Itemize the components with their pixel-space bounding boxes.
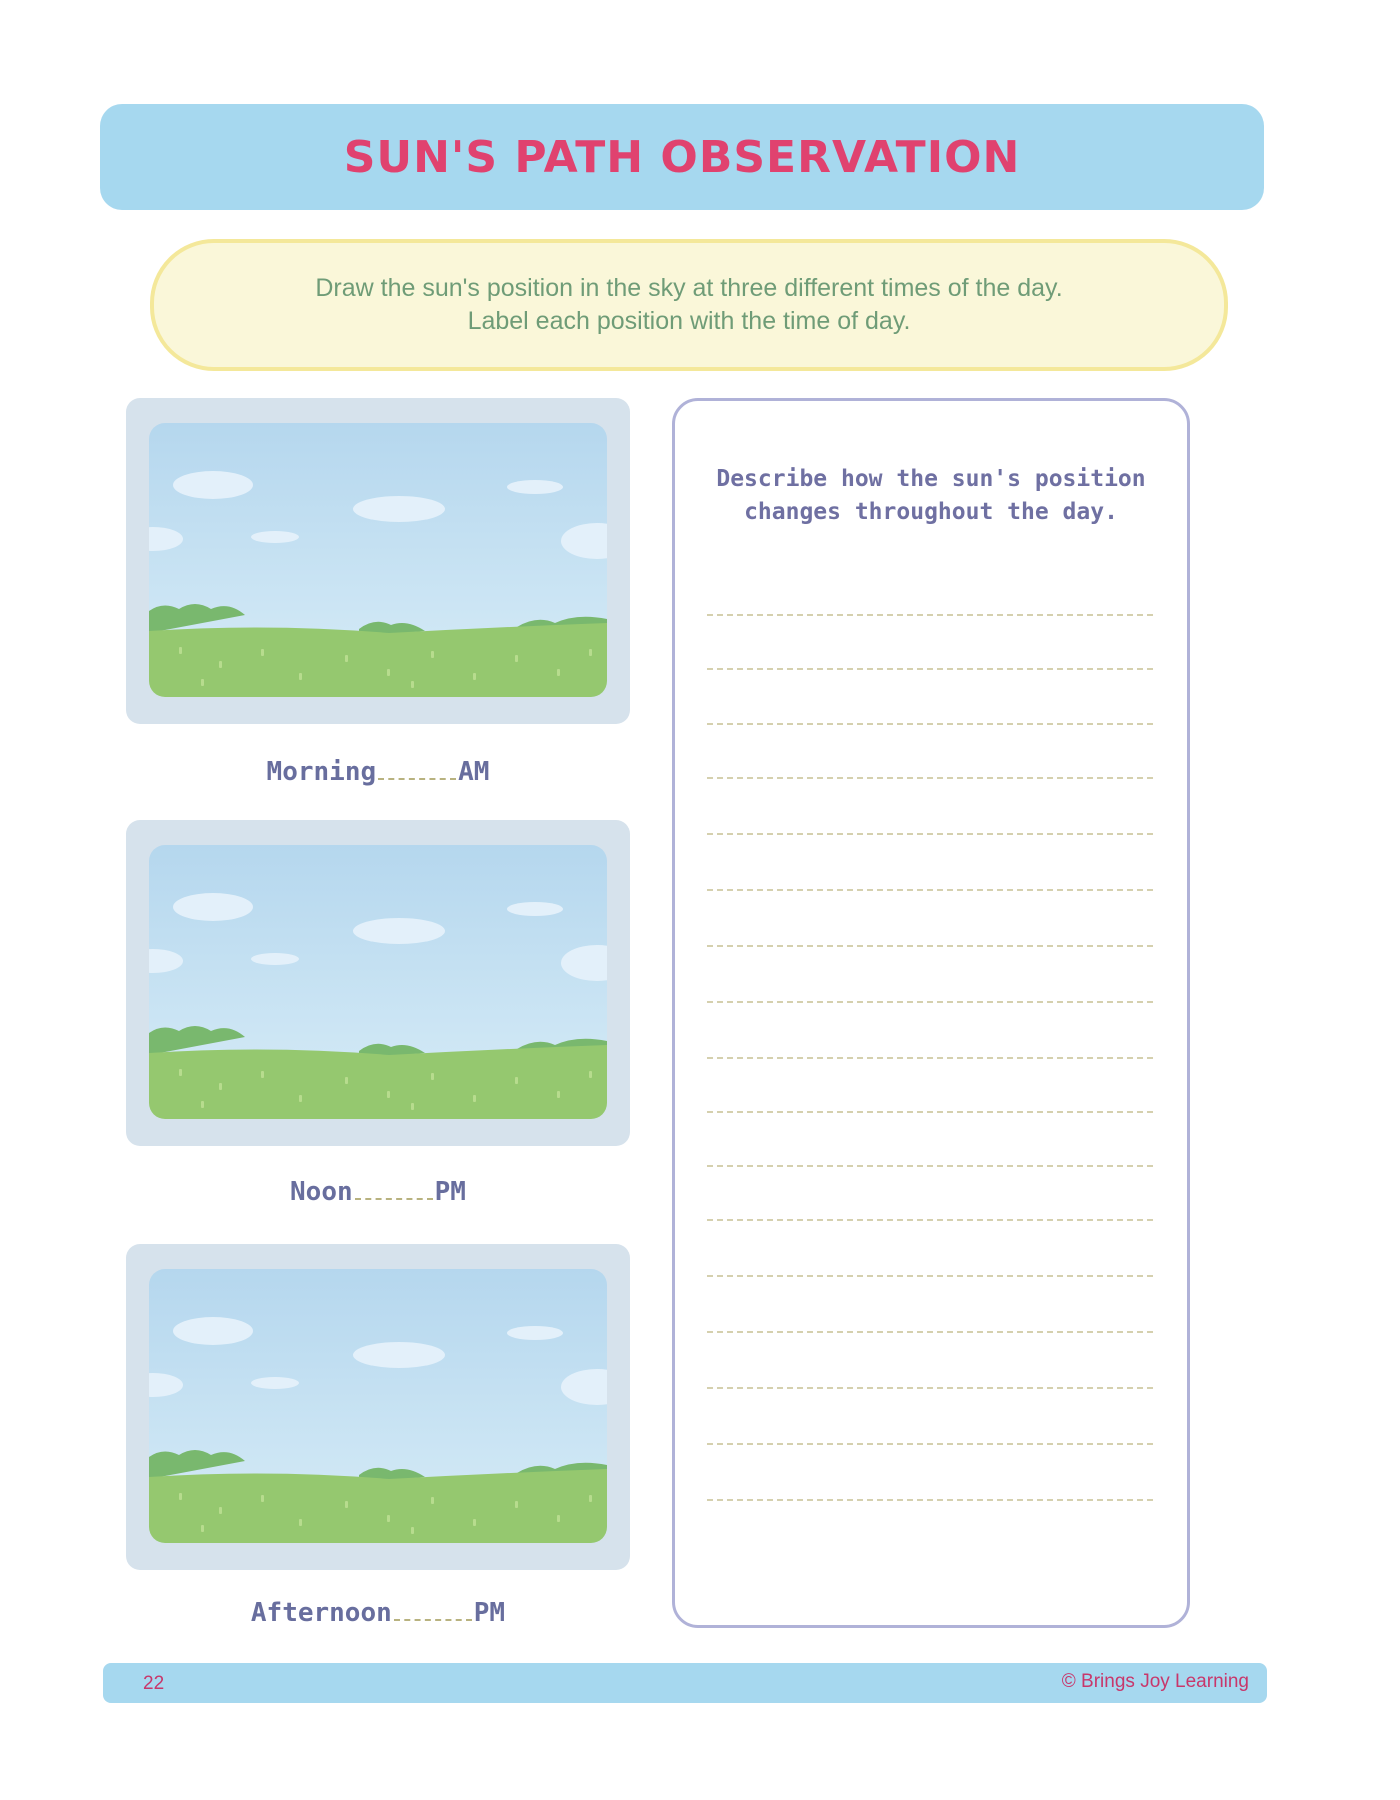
writing-line[interactable] <box>707 1165 1153 1167</box>
writing-line[interactable] <box>707 1275 1153 1277</box>
writing-line[interactable] <box>707 945 1153 947</box>
noon-drawing-area[interactable] <box>126 820 630 1146</box>
writing-line[interactable] <box>707 1443 1153 1445</box>
instruction-line-2: Label each position with the time of day. <box>467 307 911 335</box>
writing-line[interactable] <box>707 614 1153 616</box>
writing-line[interactable] <box>707 1219 1153 1221</box>
copyright-text: © Brings Joy Learning <box>1061 1671 1249 1692</box>
page-number: 22 <box>143 1673 165 1694</box>
writing-line[interactable] <box>707 1057 1153 1059</box>
morning-time-label: Morning AM <box>266 757 490 787</box>
writing-line[interactable] <box>707 1111 1153 1113</box>
writing-line[interactable] <box>707 777 1153 779</box>
writing-line[interactable] <box>707 1499 1153 1501</box>
description-prompt: Describe how the sun's position changes throughout the day. <box>716 466 1146 525</box>
noon-time-label: Noon PM <box>290 1177 466 1207</box>
afternoon-drawing-area[interactable] <box>126 1244 630 1570</box>
sky-landscape-image <box>149 845 607 1119</box>
footer-bar <box>103 1663 1267 1703</box>
noon-time-blank[interactable] <box>355 1198 433 1200</box>
description-answer-box <box>672 398 1190 1628</box>
writing-line[interactable] <box>707 668 1153 670</box>
writing-line[interactable] <box>707 833 1153 835</box>
writing-line[interactable] <box>707 1331 1153 1333</box>
afternoon-time-label: Afternoon PM <box>250 1598 506 1628</box>
writing-line[interactable] <box>707 723 1153 725</box>
writing-line[interactable] <box>707 1001 1153 1003</box>
afternoon-time-blank[interactable] <box>394 1619 472 1621</box>
sky-landscape-image <box>149 1269 607 1543</box>
morning-drawing-area[interactable] <box>126 398 630 724</box>
instruction-line-1: Draw the sun's position in the sky at three different times of the day. <box>315 274 1063 302</box>
sky-landscape-image <box>149 423 607 697</box>
morning-time-blank[interactable] <box>378 778 456 780</box>
writing-line[interactable] <box>707 889 1153 891</box>
instructions-box <box>150 239 1228 371</box>
page-title: SUN'S PATH OBSERVATION <box>343 131 1021 183</box>
writing-line[interactable] <box>707 1387 1153 1389</box>
title-banner <box>100 104 1264 210</box>
